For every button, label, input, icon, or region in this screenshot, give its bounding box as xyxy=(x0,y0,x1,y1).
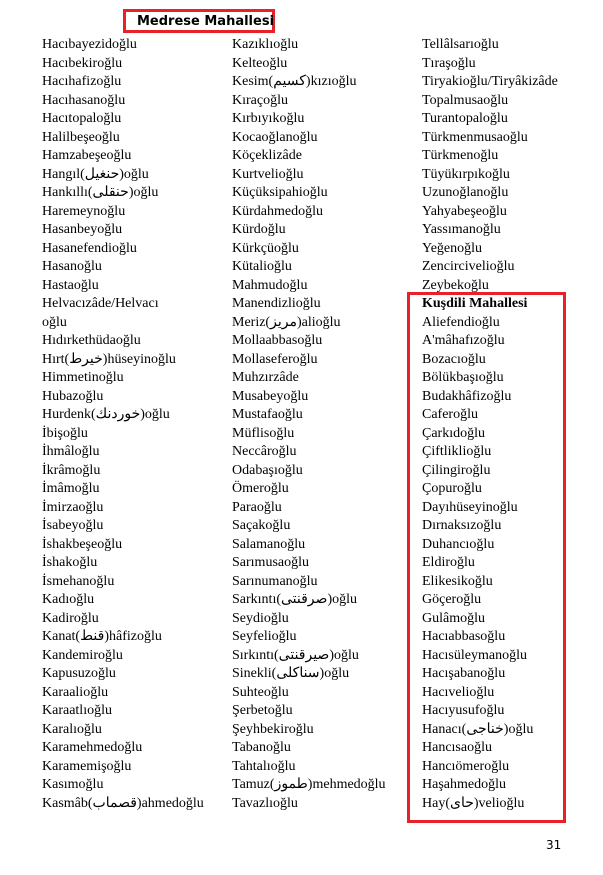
column-2-entry: Köçeklizâde xyxy=(232,148,302,163)
column-1-entry: oğlu xyxy=(42,314,67,330)
column-3-entry: Zeybekoğlu xyxy=(422,277,489,293)
kusdili-entry: Bölükbaşıoğlu xyxy=(422,370,504,385)
column-1-entry: Helvacızâde/Helvacı xyxy=(42,296,159,311)
column-2-entry: Mustafaoğlu xyxy=(232,407,303,422)
column-2-entry: Neccâroğlu xyxy=(232,444,297,459)
column-2-entry: Şerbetoğlu xyxy=(232,703,293,718)
kusdili-entry: Caferoğlu xyxy=(422,407,478,422)
column-1-entry: Karaatlıoğlu xyxy=(42,703,112,718)
kusdili-entry: Hancısaoğlu xyxy=(422,740,492,755)
column-1-entry: Himmetinoğlu xyxy=(42,370,124,385)
column-1-entry: Hastaoğlu xyxy=(42,277,99,293)
kusdili-entry: Duhancıoğlu xyxy=(422,536,495,552)
column-1-entry: İbişoğlu xyxy=(42,425,88,441)
column-2-entry: Muhzırzâde xyxy=(232,370,299,385)
column-2-entry: Kocaoğlanoğlu xyxy=(232,129,318,145)
column-2-entry: Sarınumanoğlu xyxy=(232,573,318,589)
column-2-entry: Seyfelioğlu xyxy=(232,629,297,644)
column-1 xyxy=(42,36,204,813)
column-1-entry: Karalıoğlu xyxy=(42,721,102,737)
column-2-entry: Küçüksipahioğlu xyxy=(232,185,328,200)
column-2-entry: Paraoğlu xyxy=(232,499,282,515)
column-1-entry: İsmehanoğlu xyxy=(42,573,115,589)
column-2-entry: Salamanoğlu xyxy=(232,536,306,552)
column-2-entry: Odabaşıoğlu xyxy=(232,462,303,478)
column-1-entry: Halilbeşeoğlu xyxy=(42,129,120,145)
column-3-entry: Yahyabeşeoğlu xyxy=(422,203,507,219)
kusdili-entry: Elikesikoğlu xyxy=(422,573,493,589)
column-1-entry: İkrâmoğlu xyxy=(42,462,101,478)
column-1-entry: Karamemişoğlu xyxy=(42,758,132,774)
column-1-entry: Kadiroğlu xyxy=(42,610,99,626)
column-2 xyxy=(232,36,386,813)
column-3-entry: Yeğenoğlu xyxy=(422,240,483,256)
column-3-entry: Topalmusaoğlu xyxy=(422,92,509,108)
column-2-entry: Mollaseferoğlu xyxy=(232,351,318,367)
kusdili-entry: Eldiroğlu xyxy=(422,555,475,570)
column-2-entry: Tamuz(طموز)mehmedoğlu xyxy=(232,777,386,792)
column-3-entry: Tellâlsarıoğlu xyxy=(422,37,499,52)
column-1-entry: Hacıtopaloğlu xyxy=(42,111,122,126)
column-1-entry: Hasanoğlu xyxy=(42,259,102,274)
column-1-entry: Kadıoğlu xyxy=(42,592,95,607)
column-1-entry: Kapusuzoğlu xyxy=(42,666,116,681)
column-2-entry: Ömeroğlu xyxy=(232,481,289,496)
column-3-entry: Tüyükırpıkoğlu xyxy=(422,166,510,182)
kusdili-entry: Bozacıoğlu xyxy=(422,351,486,367)
highlight-box-kusdili xyxy=(407,292,566,823)
kusdili-entry: A'mâhafızoğlu xyxy=(422,333,505,348)
column-3-entry: Yassımanoğlu xyxy=(422,222,501,237)
column-3-entry: Turantopaloğlu xyxy=(422,111,508,126)
column-1-entry: Hasanefendioğlu xyxy=(42,240,137,256)
column-1-entry: Hangıl(حنغيل)oğlu xyxy=(42,166,149,182)
kusdili-entry: Hacısüleymanoğlu xyxy=(422,647,527,663)
column-2-entry: Sarkıntı(صرقنتى)oğlu xyxy=(232,592,357,607)
column-2-entry: Kırbıyıkoğlu xyxy=(232,111,305,126)
column-2-entry: Suhteoğlu xyxy=(232,684,289,700)
column-1-entry: Karaalioğlu xyxy=(42,684,109,700)
kusdili-entry: Çarkıdoğlu xyxy=(422,425,485,441)
column-2-entry: Kürdahmedoğlu xyxy=(232,203,323,219)
column-2-entry: Kıraçoğlu xyxy=(232,92,288,108)
column-3-entry: Tıraşoğlu xyxy=(422,55,476,71)
column-1-entry: Hırt(خيرط)hüseyinoğlu xyxy=(42,351,176,367)
kusdili-entry: Çopuroğlu xyxy=(422,481,482,496)
column-1-entry: Karamehmedoğlu xyxy=(42,740,143,755)
column-2-entry: Kütalioğlu xyxy=(232,259,292,274)
column-2-entry: Kurtvelioğlu xyxy=(232,166,304,182)
column-1-entry: Hamzabeşeoğlu xyxy=(42,148,132,163)
column-1-entry: İmâmoğlu xyxy=(42,481,100,496)
kusdili-entry: Dırnaksızoğlu xyxy=(422,518,502,533)
kusdili-entry: Hacışabanoğlu xyxy=(422,666,506,681)
column-1-entry: İmirzaoğlu xyxy=(42,499,104,515)
column-1-entry: Hacıhasanoğlu xyxy=(42,92,126,108)
kusdili-entry: Dayıhüseyinoğlu xyxy=(422,499,518,515)
column-1-entry: Hacıbayezidoğlu xyxy=(42,37,137,52)
column-2-entry: Sırkıntı(صيرقنتى)oğlu xyxy=(232,647,359,663)
column-2-entry: Musabeyoğlu xyxy=(232,388,309,404)
column-2-entry: Kesim(كسيم)kızıoğlu xyxy=(232,74,357,89)
column-2-entry: Tabanoğlu xyxy=(232,740,291,755)
section-heading-kusdili: Kuşdili Mahallesi xyxy=(422,296,528,311)
column-2-entry: Kazıklıoğlu xyxy=(232,37,299,52)
column-1-entry: İsabeyoğlu xyxy=(42,518,104,533)
column-1-entry: İshakoğlu xyxy=(42,555,98,570)
column-1-entry: Hıdırkethüdaoğlu xyxy=(42,333,141,348)
kusdili-entry: Hacıabbasoğlu xyxy=(422,629,506,644)
column-1-entry: Kanat(قنط)hâfizoğlu xyxy=(42,629,162,644)
kusdili-entry: Haşahmedoğlu xyxy=(422,777,506,792)
column-2-entry: Sinekli(سناكلى)oğlu xyxy=(232,666,350,681)
column-1-entry: İhmâloğlu xyxy=(42,444,100,459)
column-2-entry: Kürkçüoğlu xyxy=(232,240,299,256)
kusdili-entry: Gulâmoğlu xyxy=(422,610,485,626)
column-2-entry: Kürdoğlu xyxy=(232,222,286,237)
column-1-entry: Kasmâb(قصماب)ahmedoğlu xyxy=(42,795,204,811)
column-1-entry: Kasımoğlu xyxy=(42,777,104,792)
column-2-entry: Saçakoğlu xyxy=(232,518,291,533)
column-2-entry: Seydioğlu xyxy=(232,610,289,626)
column-2-entry: Sarımusaoğlu xyxy=(232,555,309,570)
column-1-entry: Hankıllı(حنقلى)oğlu xyxy=(42,185,159,200)
column-3-entry: Türkmenoğlu xyxy=(422,148,499,163)
column-2-entry: Tahtalıoğlu xyxy=(232,758,296,774)
section-heading-medrese: Medrese Mahallesi xyxy=(123,9,275,33)
column-2-entry: Mahmudoğlu xyxy=(232,277,308,293)
column-1-entry: Hubazoğlu xyxy=(42,388,104,404)
kusdili-entry: Aliefendioğlu xyxy=(422,314,500,330)
column-3-entry: Türkmenmusaoğlu xyxy=(422,129,528,145)
column-1-entry: Hacıhafizoğlu xyxy=(42,74,122,89)
column-3-entry: Uzunoğlanoğlu xyxy=(422,185,509,200)
column-2-entry: Şeyhbekiroğlu xyxy=(232,721,314,737)
column-1-entry: Hurdenk(خوردنك)oğlu xyxy=(42,407,170,422)
column-2-entry: Müflisoğlu xyxy=(232,425,295,441)
column-2-entry: Meriz(مريز)alioğlu xyxy=(232,314,341,330)
kusdili-entry: Hancıömeroğlu xyxy=(422,758,510,774)
column-2-entry: Tavazlıoğlu xyxy=(232,795,298,811)
kusdili-entry: Göçeroğlu xyxy=(422,592,482,607)
column-2-entry: Kelteoğlu xyxy=(232,55,288,71)
column-3-entry: Zencircivelioğlu xyxy=(422,259,515,274)
kusdili-entry: Çiftliklioğlu xyxy=(422,444,492,459)
kusdili-entry: Hay(حاى)velioğlu xyxy=(422,795,525,811)
kusdili-entry: Çilingiroğlu xyxy=(422,462,491,478)
column-1-entry: Hacıbekiroğlu xyxy=(42,55,123,71)
kusdili-entry: Hacıvelioğlu xyxy=(422,684,495,700)
kusdili-entry: Hacıyusufoğlu xyxy=(422,703,505,718)
column-1-entry: Hasanbeyoğlu xyxy=(42,222,123,237)
column-2-entry: Mollaabbasoğlu xyxy=(232,333,323,348)
kusdili-entry: Hanacı(خناجى)oğlu xyxy=(422,721,534,737)
column-1-entry: İshakbeşeoğlu xyxy=(42,536,123,552)
page-number: 31 xyxy=(546,838,562,852)
column-1-entry: Haremeynoğlu xyxy=(42,203,126,219)
column-1-entry: Kandemiroğlu xyxy=(42,647,123,663)
column-2-entry: Manendizlioğlu xyxy=(232,296,321,311)
column-3-entry: Tiryakioğlu/Tiryâkizâde xyxy=(422,74,558,89)
kusdili-entry: Budakhâfizoğlu xyxy=(422,388,512,404)
